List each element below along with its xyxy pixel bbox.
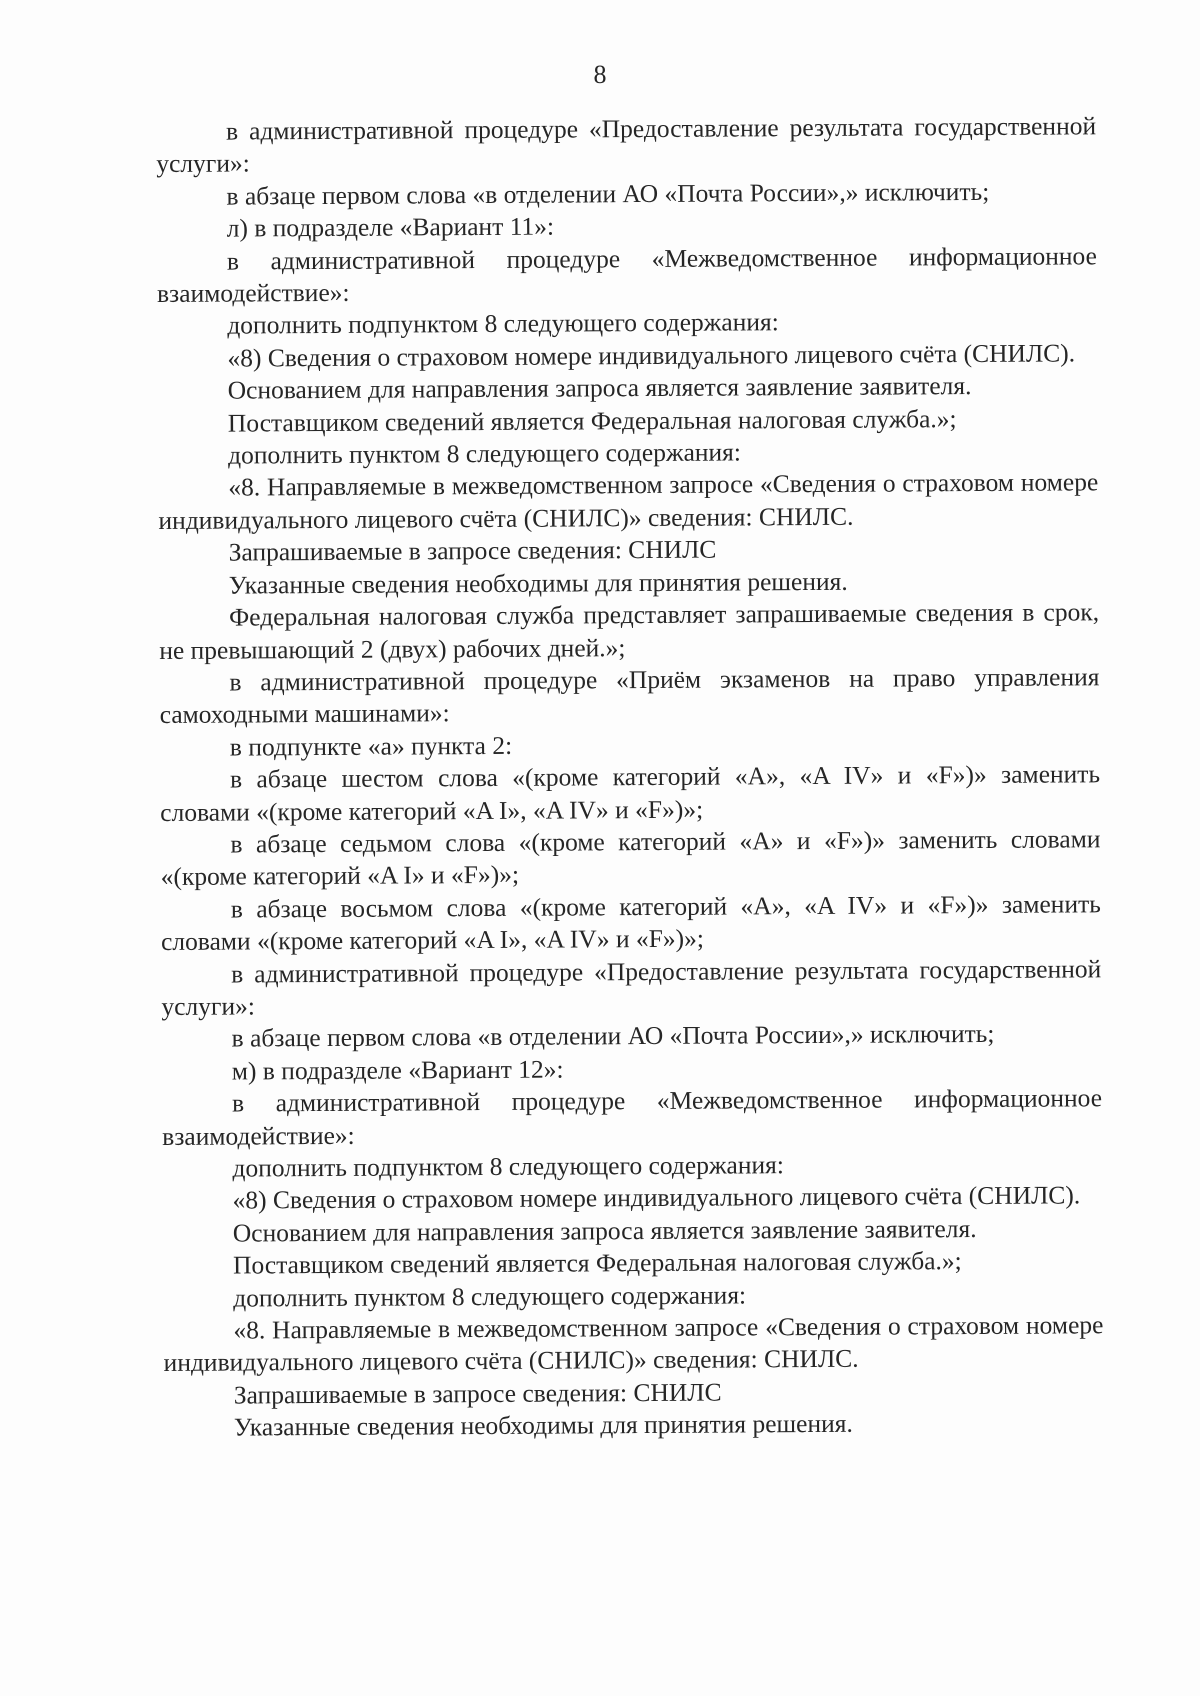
paragraph: Поставщиком сведений является Федеральная налоговая служба.»; bbox=[227, 403, 957, 438]
paragraph: в абзаце первом слова «в отделении АО «Почта России»,» исключить; bbox=[226, 176, 990, 211]
paragraph: в административной процедуре «Межведомственное информационное взаимодействие»: bbox=[156, 240, 1097, 309]
paragraph: «8. Направляемые в межведомственном запросе «Сведения о страховом номере индивидуального лицевого счёта (СНИЛС)» сведения: СНИЛС. bbox=[163, 1310, 1104, 1378]
paragraph: Поставщиком сведений является Федеральная налоговая служба.»; bbox=[232, 1246, 962, 1280]
paragraph: дополнить подпунктом 8 следующего содержания: bbox=[227, 307, 779, 341]
paragraph: «8) Сведения о страховом номере индивидуального лицевого счёта (СНИЛС). bbox=[232, 1180, 1081, 1215]
paragraph: дополнить пунктом 8 следующего содержания: bbox=[227, 437, 742, 470]
paragraph: Запрашиваемые в запросе сведения: СНИЛС bbox=[233, 1377, 722, 1410]
paragraph: «8. Направляемые в межведомственном запросе «Сведения о страховом номере индивидуального лицевого счёта (СНИЛС)» сведения: СНИЛС. bbox=[158, 467, 1099, 535]
paragraph: в административной процедуре «Предоставление результата государственной услуги»: bbox=[156, 111, 1097, 179]
paragraph: Федеральная налоговая служба представляет запрашиваемые сведения в срок, не превышающий 2 (двух) рабочих дней.»; bbox=[159, 597, 1100, 665]
paragraph: Указанные сведения необходимы для принятия решения. bbox=[233, 1409, 853, 1442]
paragraph: в административной процедуре «Межведомственное информационное взаимодействие»: bbox=[162, 1083, 1103, 1151]
paragraph: «8) Сведения о страховом номере индивидуального лицевого счёта (СНИЛС). bbox=[227, 338, 1076, 373]
paragraph: в административной процедуре «Приём экзаменов на право управления самоходными машинами»: bbox=[159, 662, 1100, 730]
paragraph: м) в подразделе «Вариант 12»: bbox=[231, 1054, 564, 1086]
document-body bbox=[156, 110, 1104, 1444]
paragraph: в абзаце первом слова «в отделении АО «Почта России»,» исключить; bbox=[231, 1019, 995, 1053]
paragraph: Запрашиваемые в запросе сведения: СНИЛС bbox=[228, 534, 717, 567]
paragraph: Указанные сведения необходимы для принятия решения. bbox=[228, 566, 848, 600]
paragraph: в абзаце седьмом слова «(кроме категорий «A» и «F»)» заменить словами «(кроме категорий «A I» и «F»)»; bbox=[160, 824, 1101, 892]
paragraph: Основанием для направления запроса является заявление заявителя. bbox=[232, 1213, 977, 1248]
paragraph: дополнить подпунктом 8 следующего содержания: bbox=[232, 1150, 785, 1183]
paragraph: в абзаце восьмом слова «(кроме категорий «A», «A IV» и «F»)» заменить словами «(кроме категорий «A I», «A IV» и «F»)»; bbox=[160, 888, 1101, 957]
paragraph: л) в подразделе «Вариант 11»: bbox=[226, 211, 555, 243]
paragraph: в абзаце шестом слова «(кроме категорий «A», «A IV» и «F»)» заменить словами «(кроме категорий «A I», «A IV» и «F»)»; bbox=[160, 759, 1101, 827]
paragraph: Основанием для направления запроса является заявление заявителя. bbox=[227, 371, 972, 405]
paragraph: в подпункте «а» пункта 2: bbox=[229, 730, 513, 762]
paragraph: в административной процедуре «Предоставление результата государственной услуги»: bbox=[161, 953, 1102, 1021]
page-number: 8 bbox=[593, 60, 607, 89]
paragraph: дополнить пунктом 8 следующего содержания: bbox=[233, 1280, 747, 1313]
